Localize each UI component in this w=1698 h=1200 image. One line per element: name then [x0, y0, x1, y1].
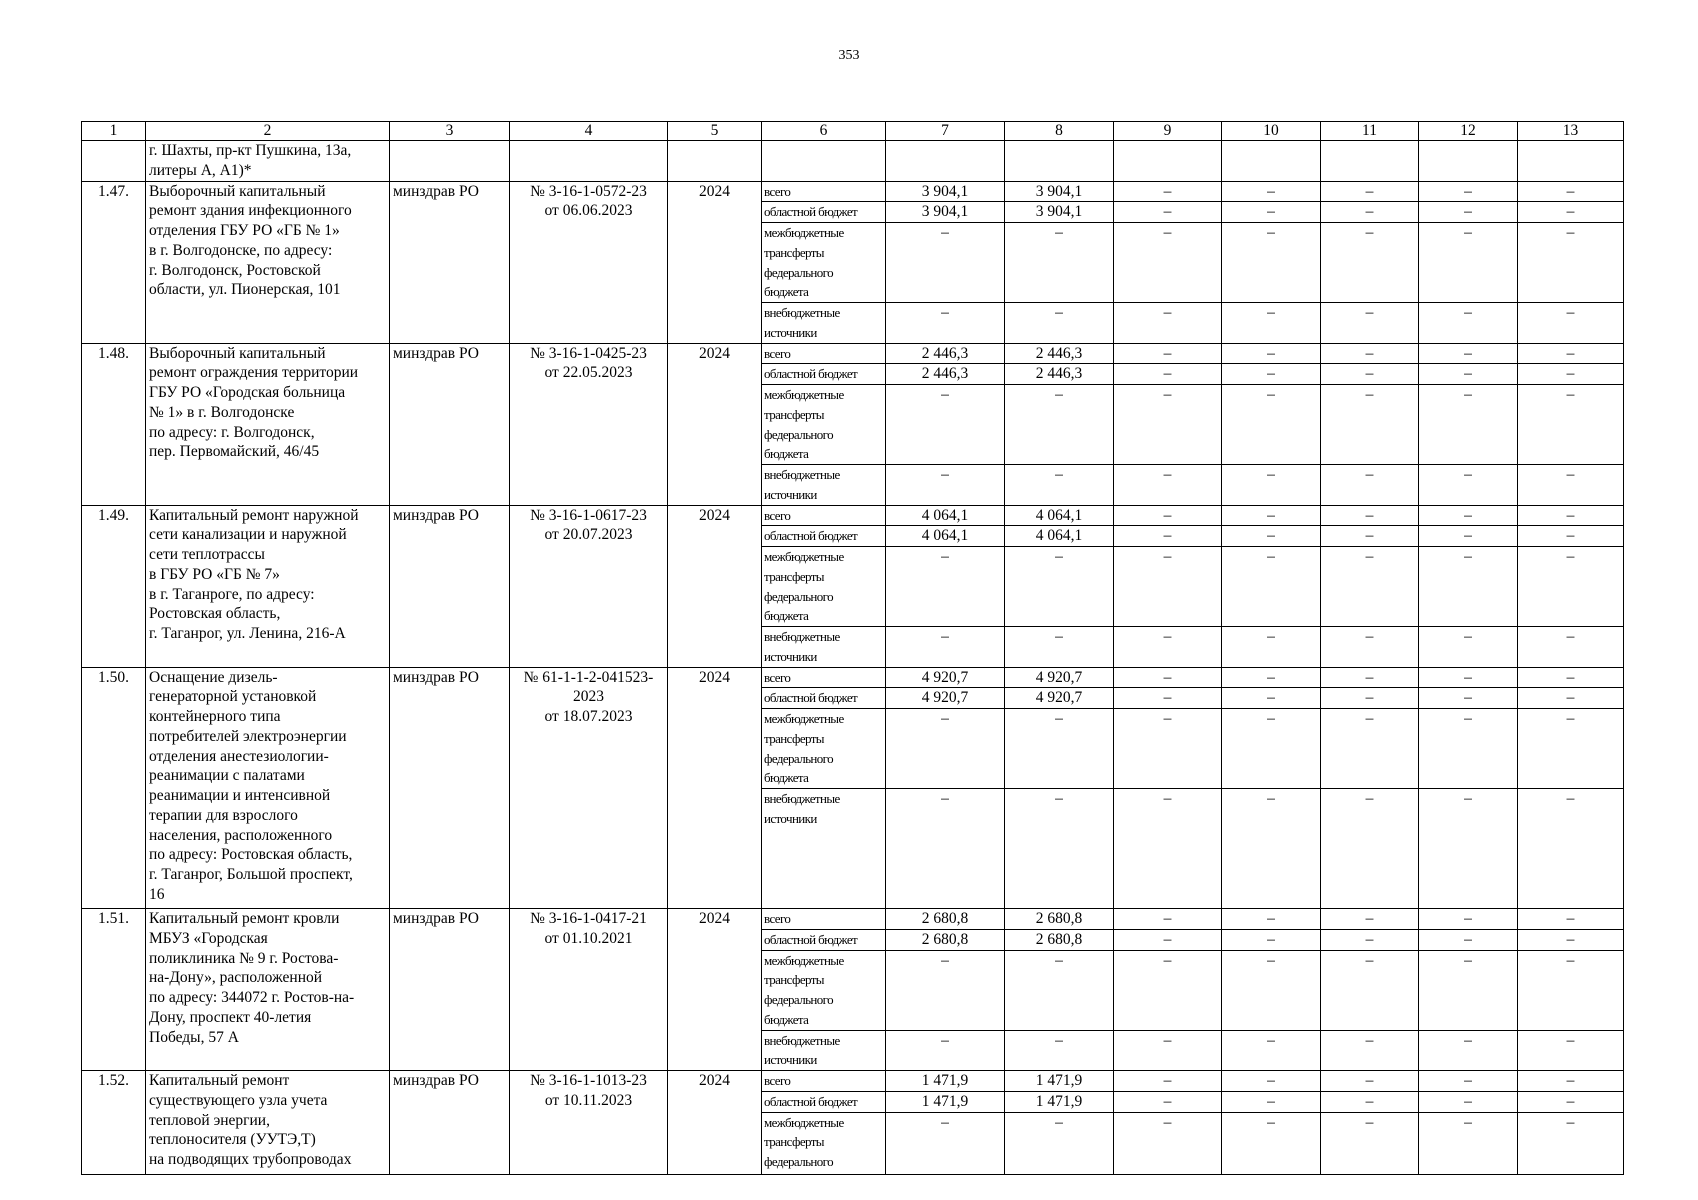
- empty-value-dash: –: [1518, 627, 1624, 668]
- empty-value-dash: –: [1222, 223, 1321, 303]
- funding-source-total: всего: [762, 909, 886, 930]
- empty-value-dash: –: [1419, 688, 1518, 709]
- column-header: 2: [146, 122, 390, 141]
- amount-2024: 2 680,8: [1005, 909, 1114, 930]
- empty-value-dash: –: [1005, 465, 1114, 506]
- column-header: 1: [82, 122, 146, 141]
- regional-amount-2024: 4 064,1: [1005, 526, 1114, 547]
- amount-2024: 3 904,1: [1005, 181, 1114, 202]
- total-amount: 3 904,1: [886, 181, 1005, 202]
- year: 2024: [668, 1071, 762, 1175]
- responsible-org: минздрав РО: [390, 667, 510, 909]
- empty-value-dash: –: [1222, 1112, 1321, 1174]
- empty-value-dash: –: [1222, 1030, 1321, 1071]
- program-row: [82, 505, 1624, 526]
- empty-value-dash: –: [1114, 202, 1222, 223]
- empty-value-dash: –: [886, 950, 1005, 1030]
- empty-value-dash: –: [1419, 1071, 1518, 1092]
- program-row: [82, 343, 1624, 364]
- empty-value-dash: –: [1419, 547, 1518, 627]
- empty-value-dash: –: [1419, 709, 1518, 789]
- empty-value-dash: –: [1419, 909, 1518, 930]
- empty-value-dash: –: [1518, 303, 1624, 344]
- row-number: 1.47.: [82, 181, 146, 343]
- program-row: [82, 667, 1624, 688]
- empty-value-dash: –: [1419, 181, 1518, 202]
- empty-value-dash: –: [1419, 303, 1518, 344]
- column-header: 11: [1321, 122, 1419, 141]
- year: 2024: [668, 343, 762, 505]
- funding-source-offbudget: внебюджетные источники: [762, 465, 886, 506]
- empty-value-dash: –: [1114, 364, 1222, 385]
- empty-value-dash: –: [1114, 1091, 1222, 1112]
- regional-amount: 2 446,3: [886, 364, 1005, 385]
- funding-source-federal: межбюджетные трансферты федерального бюджета: [762, 547, 886, 627]
- empty-value-dash: –: [1321, 909, 1419, 930]
- empty-value-dash: –: [1222, 364, 1321, 385]
- page-number: 353: [838, 48, 860, 63]
- column-header: 6: [762, 122, 886, 141]
- empty-value-dash: –: [1222, 465, 1321, 506]
- empty-value-dash: –: [1518, 789, 1624, 909]
- funding-source-federal: межбюджетные трансферты федерального бюджета: [762, 709, 886, 789]
- total-amount: 4 064,1: [886, 505, 1005, 526]
- regional-amount: 2 680,8: [886, 929, 1005, 950]
- empty-value-dash: –: [1419, 1112, 1518, 1174]
- empty-value-dash: –: [1321, 385, 1419, 465]
- empty-value-dash: –: [1005, 1112, 1114, 1174]
- regional-amount: 1 471,9: [886, 1091, 1005, 1112]
- funding-source-offbudget: внебюджетные источники: [762, 1030, 886, 1071]
- empty-value-dash: –: [1114, 181, 1222, 202]
- empty-value-dash: –: [1114, 385, 1222, 465]
- empty-value-dash: –: [1419, 1030, 1518, 1071]
- empty-value-dash: –: [1518, 909, 1624, 930]
- empty-value-dash: –: [1321, 202, 1419, 223]
- row-number: 1.50.: [82, 667, 146, 909]
- funding-source-offbudget: внебюджетные источники: [762, 303, 886, 344]
- empty-value-dash: –: [1222, 526, 1321, 547]
- object-name: Выборочный капитальный ремонт здания инфекционного отделения ГБУ РО «ГБ № 1» в г. Волгодонске, по адресу: г. Волгодонск, Ростовской области, ул. Пионерская, 101: [146, 181, 390, 343]
- empty-value-dash: –: [1222, 202, 1321, 223]
- empty-value-dash: –: [1222, 627, 1321, 668]
- empty-value-dash: –: [886, 1030, 1005, 1071]
- continuation-row: [82, 141, 1624, 182]
- empty-value-dash: –: [1222, 1091, 1321, 1112]
- funding-source-regional: областной бюджет: [762, 364, 886, 385]
- empty-value-dash: –: [1114, 505, 1222, 526]
- object-name: Капитальный ремонт кровли МБУЗ «Городская поликлиника № 9 г. Ростова- на-Дону», расположенной по адресу: 344072 г. Ростов-на- Дону, проспект 40-летия Победы, 57 А: [146, 909, 390, 1071]
- empty-value-dash: –: [1114, 627, 1222, 668]
- empty-value-dash: –: [1321, 1091, 1419, 1112]
- empty-value-dash: –: [1321, 505, 1419, 526]
- empty-value-dash: –: [1222, 343, 1321, 364]
- empty-value-dash: –: [1005, 385, 1114, 465]
- funding-source-total: всего: [762, 505, 886, 526]
- empty-value-dash: –: [1114, 1071, 1222, 1092]
- regional-amount-2024: 4 920,7: [1005, 688, 1114, 709]
- empty-value-dash: –: [1114, 709, 1222, 789]
- empty-value-dash: –: [1114, 343, 1222, 364]
- document-ref: № 3-16-1-1013-23 от 10.11.2023: [510, 1071, 668, 1175]
- empty-value-dash: –: [1419, 667, 1518, 688]
- row-number: 1.52.: [82, 1071, 146, 1175]
- amount-2024: 1 471,9: [1005, 1071, 1114, 1092]
- empty-value-dash: –: [1321, 789, 1419, 909]
- total-amount: 4 920,7: [886, 667, 1005, 688]
- funding-source-regional: областной бюджет: [762, 929, 886, 950]
- empty-value-dash: –: [886, 303, 1005, 344]
- funding-source-total: всего: [762, 1071, 886, 1092]
- empty-value-dash: –: [1114, 303, 1222, 344]
- empty-value-dash: –: [1321, 181, 1419, 202]
- object-name: Оснащение дизель- генераторной установкой контейнерного типа потребителей электроэнергии отделения анестезиологии- реанимации с палатами реанимации и интенсивной терапии для взрослого населения, расположенного по адресу: Ростовская область, г. Таганрог, Большой проспект, 16: [146, 667, 390, 909]
- empty-value-dash: –: [1518, 505, 1624, 526]
- empty-value-dash: –: [1321, 627, 1419, 668]
- year: 2024: [668, 181, 762, 343]
- empty-value-dash: –: [1005, 223, 1114, 303]
- empty-value-dash: –: [1518, 1091, 1624, 1112]
- empty-value-dash: –: [1419, 627, 1518, 668]
- empty-value-dash: –: [1114, 909, 1222, 930]
- row-number: 1.51.: [82, 909, 146, 1071]
- empty-value-dash: –: [1222, 950, 1321, 1030]
- empty-value-dash: –: [1518, 364, 1624, 385]
- empty-value-dash: –: [1114, 547, 1222, 627]
- empty-value-dash: –: [1419, 505, 1518, 526]
- empty-value-dash: –: [1518, 465, 1624, 506]
- program-row: [82, 1071, 1624, 1092]
- total-amount: 2 680,8: [886, 909, 1005, 930]
- empty-value-dash: –: [1114, 929, 1222, 950]
- empty-value-dash: –: [1518, 1030, 1624, 1071]
- empty-value-dash: –: [1005, 1030, 1114, 1071]
- document-ref: № 3-16-1-0417-21 от 01.10.2021: [510, 909, 668, 1071]
- empty-value-dash: –: [1321, 303, 1419, 344]
- funding-source-total: всего: [762, 667, 886, 688]
- object-name: г. Шахты, пр-кт Пушкина, 13а, литеры А, А1)*: [146, 141, 390, 182]
- amount-2024: 4 064,1: [1005, 505, 1114, 526]
- empty-value-dash: –: [1005, 303, 1114, 344]
- empty-value-dash: –: [1518, 1071, 1624, 1092]
- empty-value-dash: –: [1518, 526, 1624, 547]
- empty-value-dash: –: [1419, 1091, 1518, 1112]
- empty-value-dash: –: [1321, 364, 1419, 385]
- funding-source-total: всего: [762, 343, 886, 364]
- empty-value-dash: –: [1321, 709, 1419, 789]
- empty-value-dash: –: [1518, 1112, 1624, 1174]
- empty-value-dash: –: [1222, 709, 1321, 789]
- responsible-org: минздрав РО: [390, 505, 510, 667]
- empty-value-dash: –: [1321, 547, 1419, 627]
- funding-source-regional: областной бюджет: [762, 1091, 886, 1112]
- empty-value-dash: –: [1321, 688, 1419, 709]
- empty-value-dash: –: [1114, 1112, 1222, 1174]
- funding-source-federal: межбюджетные трансферты федерального бюджета: [762, 223, 886, 303]
- empty-value-dash: –: [1222, 929, 1321, 950]
- empty-value-dash: –: [1222, 1071, 1321, 1092]
- empty-value-dash: –: [1321, 343, 1419, 364]
- regional-amount-2024: 2 446,3: [1005, 364, 1114, 385]
- empty-value-dash: –: [886, 223, 1005, 303]
- empty-value-dash: –: [1419, 465, 1518, 506]
- empty-value-dash: –: [1114, 1030, 1222, 1071]
- empty-value-dash: –: [1005, 709, 1114, 789]
- regional-amount-2024: 3 904,1: [1005, 202, 1114, 223]
- empty-value-dash: –: [1419, 385, 1518, 465]
- empty-value-dash: –: [1222, 688, 1321, 709]
- responsible-org: минздрав РО: [390, 181, 510, 343]
- column-header: 4: [510, 122, 668, 141]
- responsible-org: минздрав РО: [390, 909, 510, 1071]
- empty-value-dash: –: [1222, 303, 1321, 344]
- funding-source-offbudget: внебюджетные источники: [762, 627, 886, 668]
- empty-value-dash: –: [1222, 547, 1321, 627]
- row-number: 1.48.: [82, 343, 146, 505]
- empty-value-dash: –: [1321, 223, 1419, 303]
- funding-source-total: всего: [762, 181, 886, 202]
- empty-value-dash: –: [1518, 688, 1624, 709]
- document-ref: № 3-16-1-0425-23 от 22.05.2023: [510, 343, 668, 505]
- object-name: Выборочный капитальный ремонт ограждения территории ГБУ РО «Городская больница № 1» в г. Волгодонске по адресу: г. Волгодонск, пер. Первомайский, 46/45: [146, 343, 390, 505]
- empty-value-dash: –: [1222, 505, 1321, 526]
- regional-amount-2024: 2 680,8: [1005, 929, 1114, 950]
- empty-value-dash: –: [1114, 223, 1222, 303]
- document-ref: № 3-16-1-0572-23 от 06.06.2023: [510, 181, 668, 343]
- empty-value-dash: –: [1321, 1071, 1419, 1092]
- empty-value-dash: –: [886, 547, 1005, 627]
- responsible-org: минздрав РО: [390, 343, 510, 505]
- responsible-org: минздрав РО: [390, 1071, 510, 1175]
- empty-value-dash: –: [1518, 667, 1624, 688]
- column-header: 10: [1222, 122, 1321, 141]
- empty-value-dash: –: [886, 465, 1005, 506]
- empty-value-dash: –: [886, 789, 1005, 909]
- empty-value-dash: –: [1005, 789, 1114, 909]
- row-number: 1.49.: [82, 505, 146, 667]
- empty-value-dash: –: [1222, 909, 1321, 930]
- empty-value-dash: –: [1518, 343, 1624, 364]
- empty-value-dash: –: [1419, 364, 1518, 385]
- empty-value-dash: –: [1114, 789, 1222, 909]
- document-ref: № 61-1-1-2-041523- 2023 от 18.07.2023: [510, 667, 668, 909]
- total-amount: 2 446,3: [886, 343, 1005, 364]
- empty-value-dash: –: [1419, 343, 1518, 364]
- empty-value-dash: –: [1222, 667, 1321, 688]
- empty-value-dash: –: [1005, 627, 1114, 668]
- funding-table: [81, 121, 1624, 1175]
- funding-source-regional: областной бюджет: [762, 688, 886, 709]
- empty-value-dash: –: [1321, 1112, 1419, 1174]
- total-amount: 1 471,9: [886, 1071, 1005, 1092]
- amount-2024: 2 446,3: [1005, 343, 1114, 364]
- regional-amount: 4 920,7: [886, 688, 1005, 709]
- empty-value-dash: –: [1321, 1030, 1419, 1071]
- object-name: Капитальный ремонт наружной сети канализации и наружной сети теплотрассы в ГБУ РО «ГБ № 7» в г. Таганроге, по адресу: Ростовская область, г. Таганрог, ул. Ленина, 216-А: [146, 505, 390, 667]
- object-name: Капитальный ремонт существующего узла учета тепловой энергии, теплоносителя (УУТЭ,Т) на подводящих трубопроводах: [146, 1071, 390, 1175]
- empty-value-dash: –: [1518, 547, 1624, 627]
- year: 2024: [668, 667, 762, 909]
- column-header: 5: [668, 122, 762, 141]
- empty-value-dash: –: [1518, 385, 1624, 465]
- empty-value-dash: –: [1518, 181, 1624, 202]
- empty-value-dash: –: [1114, 950, 1222, 1030]
- empty-value-dash: –: [886, 627, 1005, 668]
- empty-value-dash: –: [1419, 526, 1518, 547]
- empty-value-dash: –: [1419, 789, 1518, 909]
- empty-value-dash: –: [1518, 929, 1624, 950]
- empty-value-dash: –: [1419, 223, 1518, 303]
- year: 2024: [668, 505, 762, 667]
- funding-source-federal: межбюджетные трансферты федерального бюджета: [762, 950, 886, 1030]
- empty-value-dash: –: [1222, 385, 1321, 465]
- funding-source-regional: областной бюджет: [762, 526, 886, 547]
- column-header: 7: [886, 122, 1005, 141]
- empty-value-dash: –: [1518, 223, 1624, 303]
- empty-value-dash: –: [1419, 950, 1518, 1030]
- regional-amount: 4 064,1: [886, 526, 1005, 547]
- empty-value-dash: –: [1005, 547, 1114, 627]
- column-header: 3: [390, 122, 510, 141]
- program-row: [82, 181, 1624, 202]
- empty-value-dash: –: [1518, 950, 1624, 1030]
- column-header: 8: [1005, 122, 1114, 141]
- empty-value-dash: –: [1419, 929, 1518, 950]
- empty-value-dash: –: [1419, 202, 1518, 223]
- empty-value-dash: –: [1005, 950, 1114, 1030]
- regional-amount: 3 904,1: [886, 202, 1005, 223]
- funding-source-federal: межбюджетные трансферты федерального: [762, 1112, 886, 1174]
- empty-value-dash: –: [1222, 181, 1321, 202]
- funding-source-federal: межбюджетные трансферты федерального бюджета: [762, 385, 886, 465]
- column-header: 13: [1518, 122, 1624, 141]
- column-header: 9: [1114, 122, 1222, 141]
- empty-value-dash: –: [1321, 929, 1419, 950]
- empty-value-dash: –: [886, 1112, 1005, 1174]
- column-header: 12: [1419, 122, 1518, 141]
- empty-value-dash: –: [1114, 667, 1222, 688]
- empty-value-dash: –: [886, 385, 1005, 465]
- empty-value-dash: –: [1114, 526, 1222, 547]
- empty-value-dash: –: [1518, 202, 1624, 223]
- funding-source-regional: областной бюджет: [762, 202, 886, 223]
- amount-2024: 4 920,7: [1005, 667, 1114, 688]
- empty-value-dash: –: [886, 709, 1005, 789]
- empty-value-dash: –: [1222, 789, 1321, 909]
- funding-source-offbudget: внебюджетные источники: [762, 789, 886, 909]
- empty-value-dash: –: [1321, 526, 1419, 547]
- empty-value-dash: –: [1321, 465, 1419, 506]
- empty-value-dash: –: [1518, 709, 1624, 789]
- empty-value-dash: –: [1114, 465, 1222, 506]
- year: 2024: [668, 909, 762, 1071]
- empty-value-dash: –: [1321, 950, 1419, 1030]
- document-ref: № 3-16-1-0617-23 от 20.07.2023: [510, 505, 668, 667]
- empty-value-dash: –: [1321, 667, 1419, 688]
- program-row: [82, 909, 1624, 930]
- column-header-row: [82, 122, 1624, 141]
- empty-value-dash: –: [1114, 688, 1222, 709]
- regional-amount-2024: 1 471,9: [1005, 1091, 1114, 1112]
